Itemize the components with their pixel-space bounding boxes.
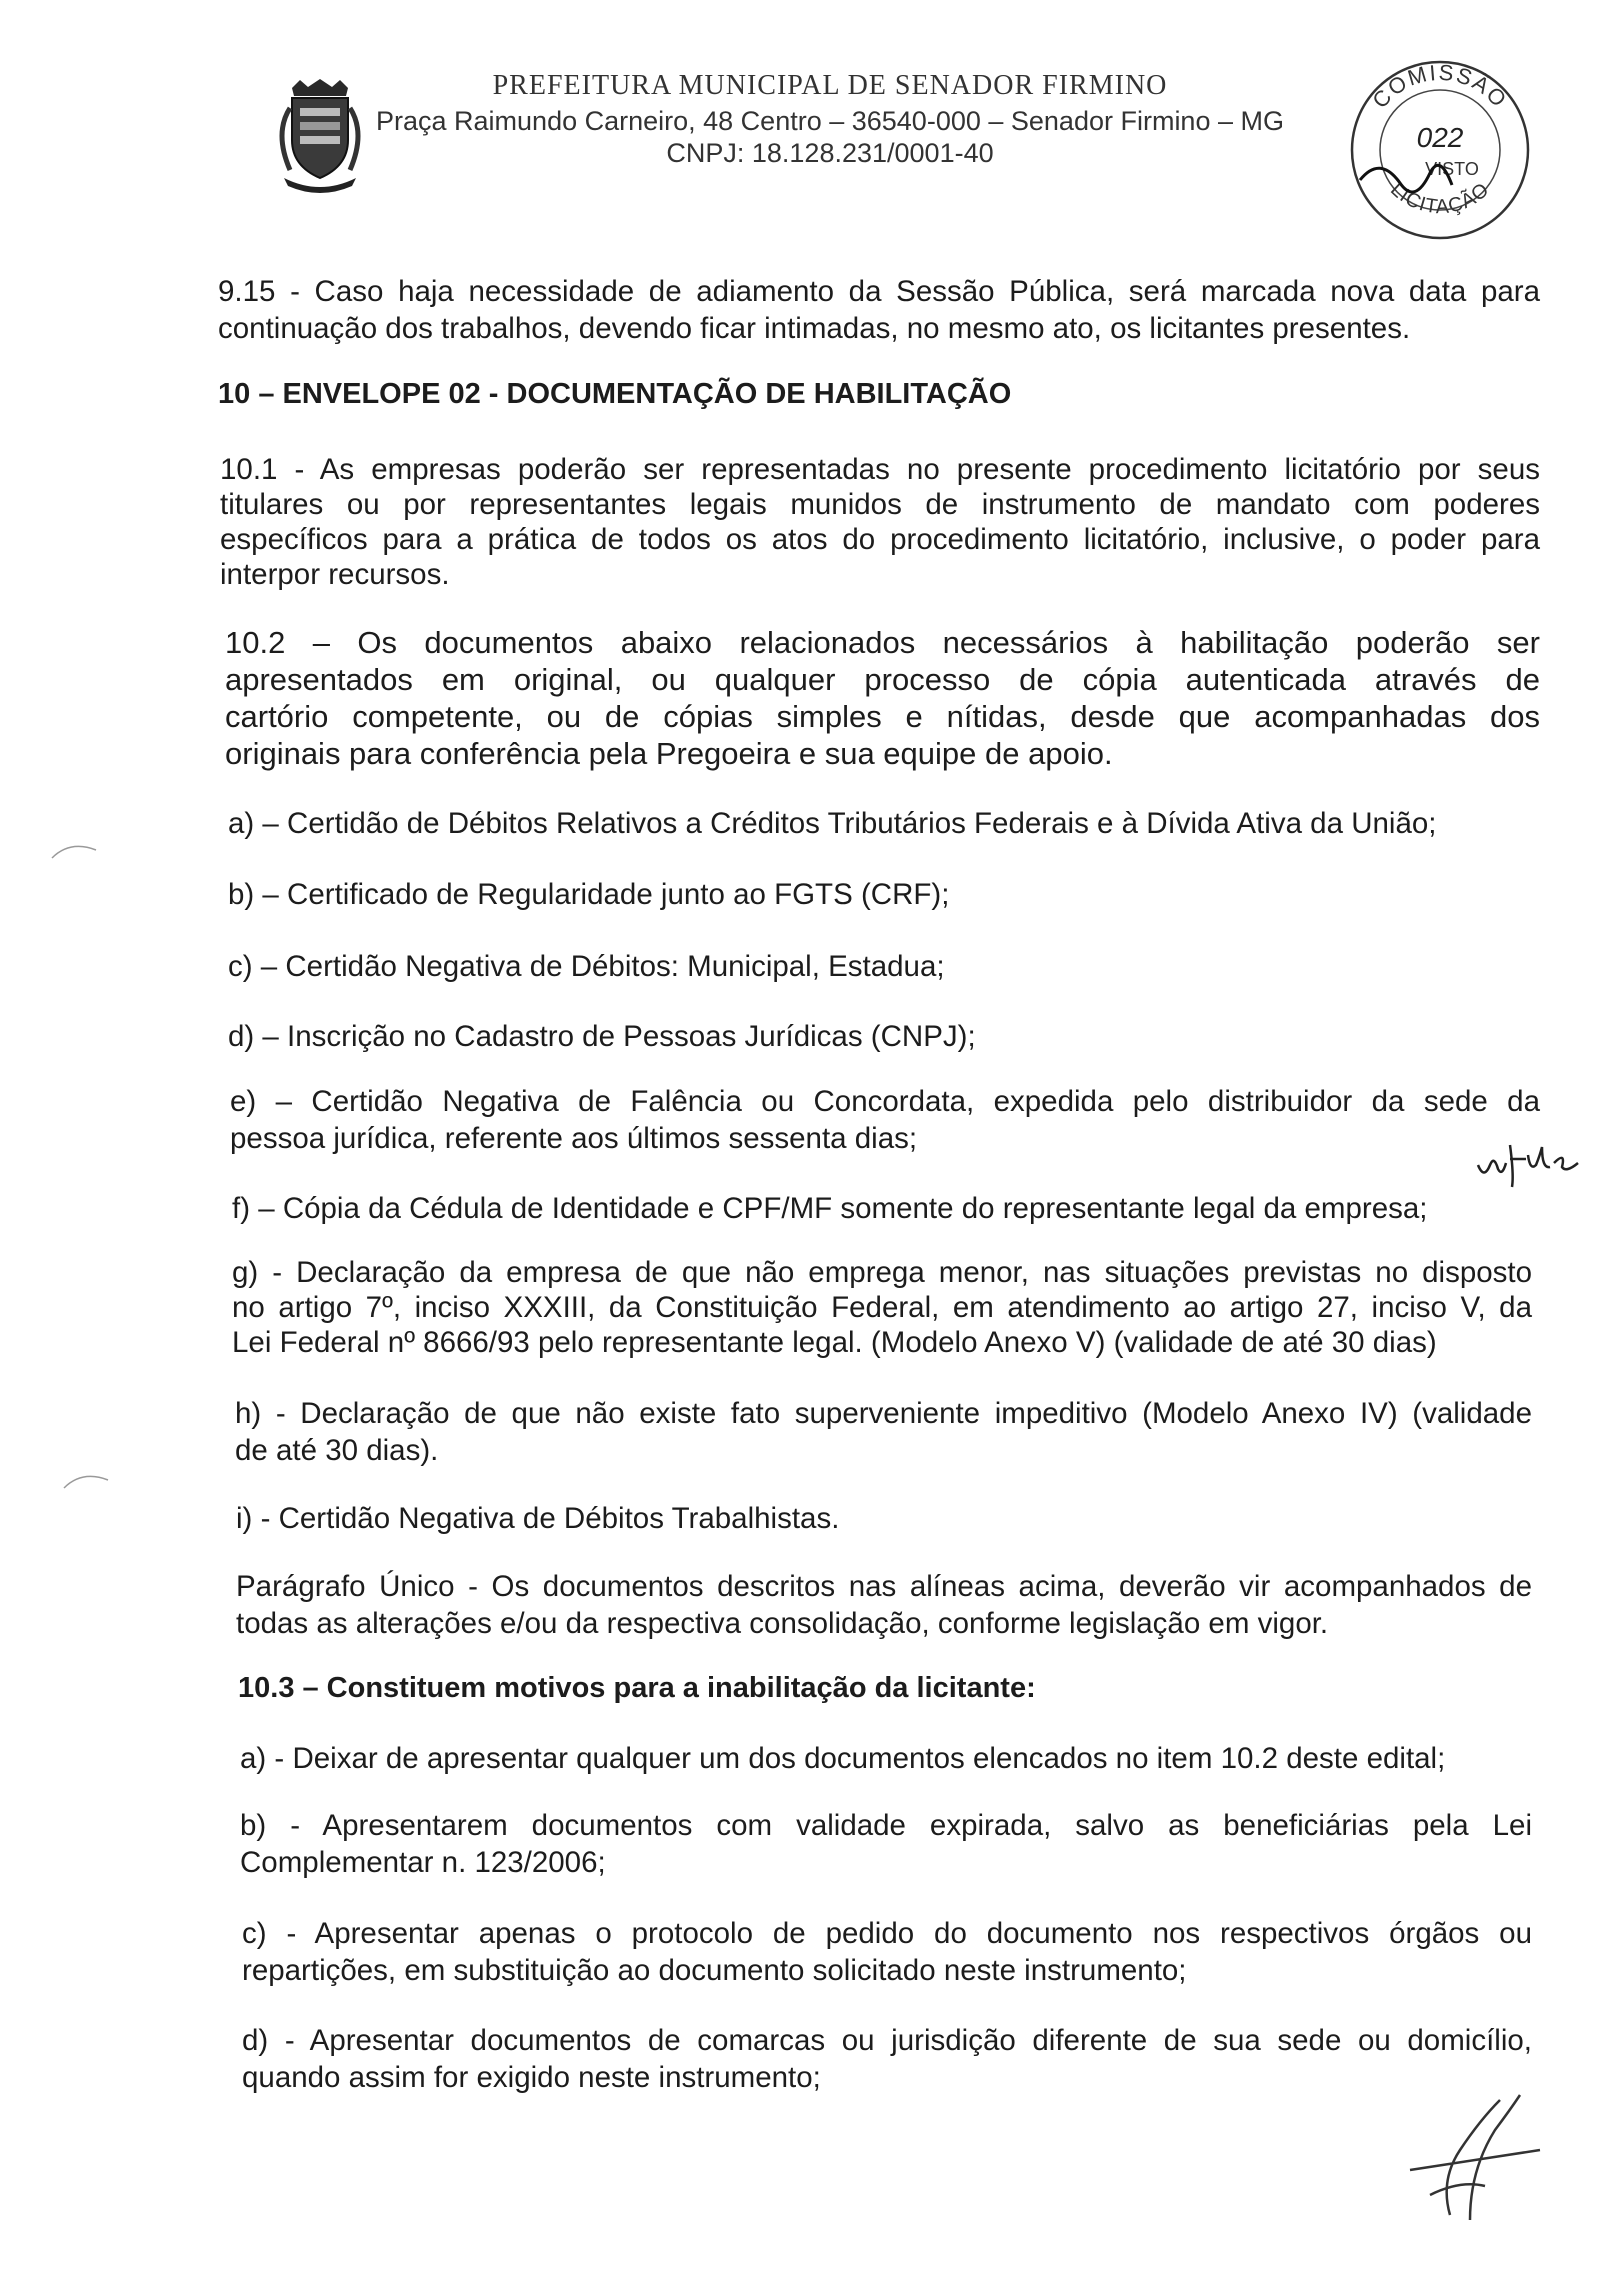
item-10-2-e-line: e) – Certidão Negativa de Falência ou Concordata, expedida pelo distribuidor da sede da bbox=[230, 1085, 1540, 1118]
item-10-2-h-line: de até 30 dias). bbox=[235, 1434, 439, 1467]
item-10-3-d-line: d) - Apresentar documentos de comarcas ou jurisdição diferente de sua sede ou domicílio, bbox=[242, 2024, 1532, 2057]
item-10-3-b-line: Complementar n. 123/2006; bbox=[240, 1846, 606, 1879]
header-cnpj: CNPJ: 18.128.231/0001-40 bbox=[666, 138, 994, 168]
item-10-2-c: c) – Certidão Negativa de Débitos: Municipal, Estadua; bbox=[228, 950, 945, 983]
svg-text:COMISSÃO bbox=[1367, 60, 1512, 113]
paragraph-10-2-line: 10.2 – Os documentos abaixo relacionados necessários à habilitação poderão ser bbox=[225, 625, 1540, 660]
paragraph-9-15 bbox=[218, 273, 1540, 347]
item-10-2-e-line: pessoa jurídica, referente aos últimos sessenta dias; bbox=[230, 1122, 918, 1155]
paragraph-9-15-line: continuação dos trabalhos, devendo ficar intimadas, no mesmo ato, os licitantes presentes. bbox=[218, 312, 1411, 345]
item-10-3-d bbox=[242, 2022, 1532, 2096]
paragraph-10-1-line: específicos para a prática de todos os atos do procedimento licitatório, inclusive, o poder para bbox=[220, 523, 1540, 556]
item-10-2-d: d) – Inscrição no Cadastro de Pessoas Jurídicas (CNPJ); bbox=[228, 1020, 976, 1053]
paragraph-10-2 bbox=[225, 624, 1540, 772]
item-10-2-i: i) - Certidão Negativa de Débitos Trabalhistas. bbox=[236, 1502, 840, 1535]
paragraph-10-2-line: apresentados em original, ou qualquer processo de cópia autenticada através de bbox=[225, 662, 1540, 697]
handwritten-initials bbox=[1470, 1125, 1600, 1195]
item-10-2-a: a) – Certidão de Débitos Relativos a Créditos Tributários Federais e à Dívida Ativa da União; bbox=[228, 807, 1437, 840]
item-10-3-c-line: c) - Apresentar apenas o protocolo de pedido do documento nos respectivos órgãos ou bbox=[242, 1917, 1532, 1950]
paragraph-10-1-line: 10.1 - As empresas poderão ser representadas no presente procedimento licitatório por seus bbox=[220, 453, 1540, 486]
paragraph-10-1-line: interpor recursos. bbox=[220, 558, 450, 591]
item-10-3-c bbox=[242, 1915, 1532, 1989]
paragraph-10-2-line: originais para conferência pela Pregoeira e sua equipe de apoio. bbox=[225, 736, 1113, 771]
item-10-3-b bbox=[240, 1807, 1532, 1881]
header-address: Praça Raimundo Carneiro, 48 Centro – 36540-000 – Senador Firmino – MG bbox=[376, 106, 1284, 136]
item-10-2-g-line: no artigo 7º, inciso XXXIII, da Constituição Federal, em atendimento ao artigo 27, inciso V, da bbox=[232, 1291, 1532, 1324]
item-10-3-b-line: b) - Apresentarem documentos com validade expirada, salvo as beneficiárias pela Lei bbox=[240, 1809, 1532, 1842]
stamp-top-text: COMISSÃO bbox=[1367, 59, 1513, 114]
stamp-bottom-text: LICITAÇÃO bbox=[1386, 178, 1494, 219]
item-10-3-d-line: quando assim for exigido neste instrumento; bbox=[242, 2061, 821, 2094]
signature-rubric bbox=[1390, 2090, 1550, 2230]
section-10-3-heading: 10.3 – Constituem motivos para a inabilitação da licitante: bbox=[238, 1672, 1036, 1704]
item-10-2-h bbox=[235, 1395, 1532, 1469]
paragraph-10-1 bbox=[220, 452, 1540, 592]
item-10-2-h-line: h) - Declaração de que não existe fato superveniente impeditivo (Modelo Anexo IV) (validade bbox=[235, 1397, 1532, 1430]
item-10-2-b: b) – Certificado de Regularidade junto ao FGTS (CRF); bbox=[228, 878, 950, 911]
paragrafo-unico-line: todas as alterações e/ou da respectiva consolidação, conforme legislação em vigor. bbox=[236, 1607, 1329, 1640]
margin-mark bbox=[62, 1470, 112, 1490]
item-10-2-g-line: g) - Declaração da empresa de que não emprega menor, nas situações previstas no disposto bbox=[232, 1256, 1532, 1289]
stamp-middle-text: VISTO bbox=[1425, 159, 1479, 179]
item-10-2-g-line: Lei Federal nº 8666/93 pelo representante legal. (Modelo Anexo V) (validade de até 30 dias) bbox=[232, 1326, 1437, 1359]
section-10-heading: 10 – ENVELOPE 02 - DOCUMENTAÇÃO DE HABILITAÇÃO bbox=[218, 378, 1012, 410]
paragraph-9-15-line: 9.15 - Caso haja necessidade de adiamento da Sessão Pública, será marcada nova data para bbox=[218, 275, 1540, 308]
paragrafo-unico bbox=[236, 1568, 1532, 1642]
paragraph-10-1-line: titulares ou por representantes legais munidos de instrumento de mandato com poderes bbox=[220, 488, 1540, 521]
paragraph-10-2-line: cartório competente, ou de cópias simples e nítidas, desde que acompanhadas dos bbox=[225, 699, 1540, 734]
item-10-3-c-line: repartições, em substituição ao documento solicitado neste instrumento; bbox=[242, 1954, 1187, 1987]
header-title: PREFEITURA MUNICIPAL DE SENADOR FIRMINO bbox=[492, 70, 1168, 101]
item-10-2-f: f) – Cópia da Cédula de Identidade e CPF/MF somente do representante legal da empresa; bbox=[232, 1192, 1428, 1225]
stamp-number: 022 bbox=[1416, 122, 1464, 153]
item-10-3-a: a) - Deixar de apresentar qualquer um dos documentos elencados no item 10.2 deste edital; bbox=[240, 1742, 1446, 1775]
item-10-2-e bbox=[230, 1083, 1540, 1157]
margin-mark bbox=[50, 840, 100, 860]
paragrafo-unico-line: Parágrafo Único - Os documentos descritos nas alíneas acima, deverão vir acompanhados de bbox=[236, 1570, 1532, 1603]
item-10-2-g bbox=[232, 1255, 1532, 1360]
commission-stamp bbox=[1340, 55, 1540, 245]
